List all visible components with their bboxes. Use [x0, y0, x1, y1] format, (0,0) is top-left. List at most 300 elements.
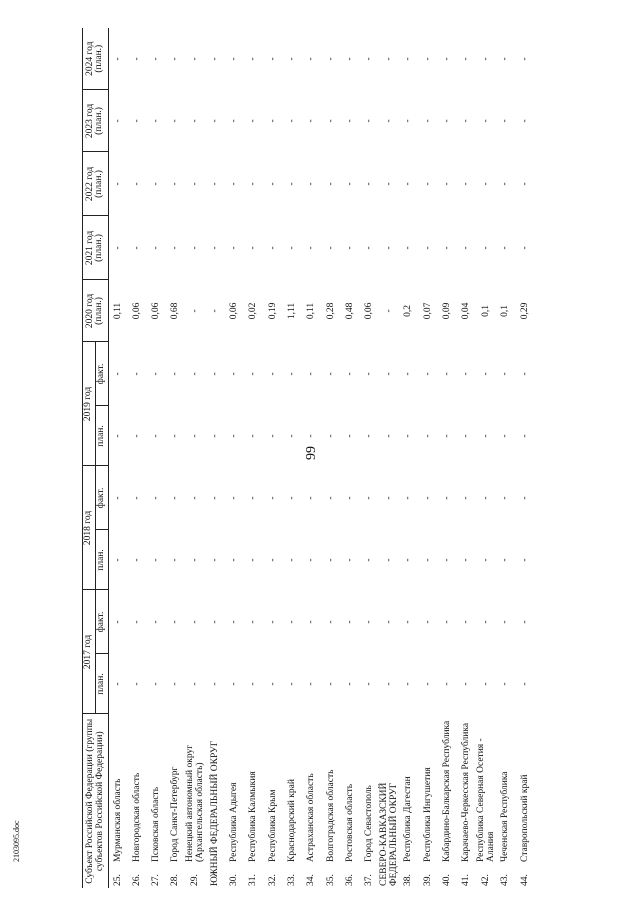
value-cell: -: [248, 372, 259, 376]
value-cell: -: [441, 182, 452, 186]
value-cell: -: [229, 434, 240, 438]
value-cell: -: [229, 119, 240, 123]
value-cell: -: [306, 496, 317, 500]
value-cell: -: [151, 182, 162, 186]
value-cell: -: [151, 434, 162, 438]
value-cell: -: [344, 246, 355, 250]
subject-name: Волгоградская область: [325, 769, 336, 862]
table-row: [322, 28, 341, 888]
year-2021-header: 2021 год (план.): [83, 216, 109, 280]
value-cell: -: [112, 57, 123, 61]
value-cell: -: [267, 119, 278, 123]
table-row: [477, 28, 497, 888]
value-cell: -: [229, 682, 240, 686]
value-cell: -: [267, 246, 278, 250]
value-cell: -: [170, 620, 181, 624]
value-cell: -: [344, 620, 355, 624]
plan-2019-header: план.: [95, 406, 108, 466]
group-name: ЮЖНЫЙ ФЕДЕРАЛЬНЫЙ ОКРУГ: [209, 740, 220, 886]
value-cell: -: [500, 558, 511, 562]
value-cell: -: [131, 558, 142, 562]
table-row: [283, 28, 302, 888]
value-cell: -: [461, 682, 472, 686]
table-row: [128, 28, 147, 888]
plan-2017-header: план.: [95, 654, 108, 714]
value-cell: -: [403, 246, 414, 250]
row-number: 36.: [344, 874, 355, 886]
subject-name: Чеченская Республика: [500, 771, 511, 862]
value-cell: -: [325, 434, 336, 438]
value-cell: -: [500, 682, 511, 686]
value-cell: -: [364, 182, 375, 186]
row-number: 34.: [306, 874, 317, 886]
value-cell: -: [267, 182, 278, 186]
value-cell: -: [151, 372, 162, 376]
value-cell: -: [480, 246, 491, 250]
value-cell: -: [229, 496, 240, 500]
value-cell: -: [500, 246, 511, 250]
value-cell: -: [403, 372, 414, 376]
value-cell: -: [422, 496, 433, 500]
subject-name: Республика Дагестан: [403, 776, 414, 862]
value-cell: -: [519, 57, 530, 61]
year-2017-header: 2017 год: [83, 590, 96, 714]
value-cell: -: [248, 682, 259, 686]
table-row: [497, 28, 516, 888]
value-cell: -: [441, 620, 452, 624]
value-cell: -: [112, 372, 123, 376]
value-cell: -: [286, 119, 297, 123]
value-cell: -: [500, 496, 511, 500]
value-cell: -: [131, 372, 142, 376]
table-row: [360, 28, 379, 888]
value-cell: -: [306, 119, 317, 123]
value-cell: -: [267, 496, 278, 500]
value-cell: -: [500, 620, 511, 624]
value-cell: -: [325, 246, 336, 250]
value-cell: -: [344, 682, 355, 686]
value-cell: -: [209, 246, 220, 250]
subject-name: Республика Крым: [267, 789, 278, 862]
table-row: [264, 28, 283, 888]
row-number: 25.: [112, 874, 123, 886]
group-row: [206, 28, 225, 888]
value-cell: -: [170, 682, 181, 686]
value-cell: -: [286, 682, 297, 686]
value-cell: -: [422, 246, 433, 250]
value-cell: -: [229, 558, 240, 562]
value-cell: -: [500, 119, 511, 123]
value-cell: -: [383, 558, 394, 562]
value-cell: -: [441, 496, 452, 500]
value-cell: -: [248, 558, 259, 562]
value-cell: -: [519, 496, 530, 500]
value-cell: -: [325, 57, 336, 61]
value-cell: -: [480, 682, 491, 686]
data-table: [82, 28, 535, 888]
table-row: [341, 28, 360, 888]
value-cell: -: [461, 57, 472, 61]
year-2023-header: 2023 год (план.): [83, 90, 109, 152]
value-cell: -: [461, 496, 472, 500]
value-cell: -: [325, 682, 336, 686]
value-cell: -: [461, 558, 472, 562]
value-cell: -: [480, 119, 491, 123]
value-cell: -: [209, 119, 220, 123]
value-cell: -: [422, 119, 433, 123]
value-cell: -: [480, 558, 491, 562]
value-cell: -: [190, 496, 201, 500]
value-cell: -: [344, 372, 355, 376]
value-cell: -: [131, 119, 142, 123]
value-cell: -: [131, 682, 142, 686]
value-cell: -: [112, 620, 123, 624]
value-cell: -: [364, 246, 375, 250]
value-cell: -: [248, 246, 259, 250]
value-cell: -: [403, 182, 414, 186]
value-cell: -: [344, 182, 355, 186]
value-cell: 0,1: [500, 305, 511, 317]
value-cell: -: [306, 57, 317, 61]
value-cell: -: [229, 372, 240, 376]
table-row: [438, 28, 457, 888]
value-cell: -: [461, 246, 472, 250]
value-cell: -: [190, 682, 201, 686]
value-cell: -: [364, 57, 375, 61]
value-cell: -: [403, 558, 414, 562]
value-cell: -: [306, 620, 317, 624]
value-cell: -: [131, 620, 142, 624]
table-body: [108, 28, 535, 888]
value-cell: -: [209, 558, 220, 562]
value-cell: -: [461, 620, 472, 624]
value-cell: -: [441, 57, 452, 61]
value-cell: 1,11: [286, 302, 297, 320]
value-cell: -: [170, 372, 181, 376]
subject-name: Город Севастополь: [364, 785, 375, 862]
subject-name: Республика Ингушетия: [422, 767, 433, 862]
subject-name: Ставропольский край: [519, 774, 530, 862]
value-cell: -: [500, 57, 511, 61]
value-cell: -: [248, 182, 259, 186]
value-cell: -: [500, 434, 511, 438]
value-cell: -: [325, 182, 336, 186]
value-cell: 0,09: [441, 302, 452, 320]
value-cell: 0,19: [267, 302, 278, 320]
value-cell: -: [306, 182, 317, 186]
value-cell: -: [383, 57, 394, 61]
value-cell: -: [190, 57, 201, 61]
value-cell: -: [519, 558, 530, 562]
subject-name: Ростовская область: [344, 783, 355, 862]
value-cell: -: [112, 682, 123, 686]
value-cell: -: [170, 246, 181, 250]
year-2019-header: 2019 год: [83, 342, 96, 466]
subject-name: Республика Адыгея: [229, 782, 240, 862]
value-cell: -: [383, 434, 394, 438]
subject-name: Псковская область: [151, 786, 162, 862]
value-cell: -: [286, 496, 297, 500]
value-cell: 0,06: [229, 302, 240, 320]
value-cell: -: [441, 119, 452, 123]
value-cell: -: [131, 57, 142, 61]
value-cell: -: [500, 372, 511, 376]
value-cell: -: [383, 372, 394, 376]
subject-name: Республика Калмыкия: [248, 771, 259, 862]
value-cell: 0,1: [480, 305, 491, 317]
value-cell: 0,02: [248, 302, 259, 320]
value-cell: -: [151, 496, 162, 500]
value-cell: -: [131, 182, 142, 186]
group-row: [380, 28, 400, 888]
value-cell: -: [480, 434, 491, 438]
year-2020-header: 2020 год (план.): [83, 280, 109, 342]
value-cell: -: [403, 119, 414, 123]
value-cell: -: [441, 558, 452, 562]
value-cell: -: [422, 620, 433, 624]
value-cell: -: [209, 496, 220, 500]
value-cell: -: [383, 620, 394, 624]
value-cell: -: [364, 558, 375, 562]
value-cell: -: [112, 119, 123, 123]
value-cell: -: [267, 682, 278, 686]
year-2022-header: 2022 год (план.): [83, 152, 109, 216]
value-cell: -: [383, 496, 394, 500]
value-cell: -: [286, 434, 297, 438]
value-cell: -: [364, 372, 375, 376]
value-cell: -: [344, 57, 355, 61]
value-cell: -: [403, 496, 414, 500]
value-cell: -: [131, 496, 142, 500]
subject-name: Республика Северная Осетия - Алания: [475, 738, 496, 862]
value-cell: -: [170, 57, 181, 61]
row-number: 33.: [286, 874, 297, 886]
row-number: 44.: [519, 874, 530, 886]
table-row: [148, 28, 167, 888]
value-cell: -: [229, 246, 240, 250]
value-cell: -: [267, 558, 278, 562]
value-cell: -: [480, 182, 491, 186]
value-cell: -: [441, 372, 452, 376]
value-cell: -: [383, 309, 394, 313]
row-number: 32.: [267, 874, 278, 886]
value-cell: -: [422, 558, 433, 562]
row-number: 39.: [422, 874, 433, 886]
value-cell: -: [267, 57, 278, 61]
table-row: [303, 28, 322, 888]
value-cell: -: [383, 182, 394, 186]
value-cell: -: [151, 558, 162, 562]
value-cell: -: [461, 119, 472, 123]
row-number: 31.: [248, 874, 259, 886]
table-row: [225, 28, 244, 888]
subject-name: Новгородская область: [131, 772, 142, 862]
value-cell: -: [325, 620, 336, 624]
value-cell: -: [209, 182, 220, 186]
value-cell: -: [306, 434, 317, 438]
value-cell: -: [286, 57, 297, 61]
value-cell: -: [383, 246, 394, 250]
value-cell: -: [170, 434, 181, 438]
value-cell: -: [403, 620, 414, 624]
value-cell: -: [229, 57, 240, 61]
plan-2018-header: план.: [95, 530, 108, 590]
value-cell: -: [306, 372, 317, 376]
value-cell: -: [112, 558, 123, 562]
year-2018-header: 2018 год: [83, 466, 96, 590]
value-cell: -: [112, 434, 123, 438]
value-cell: -: [151, 57, 162, 61]
value-cell: -: [286, 246, 297, 250]
subject-header: Субъект Российской Федерации (группы субъектов Российской Федерации): [83, 714, 109, 888]
value-cell: -: [209, 309, 220, 313]
value-cell: -: [519, 682, 530, 686]
value-cell: -: [190, 558, 201, 562]
value-cell: -: [344, 558, 355, 562]
table-row: [516, 28, 535, 888]
value-cell: -: [461, 182, 472, 186]
value-cell: -: [248, 434, 259, 438]
value-cell: -: [112, 182, 123, 186]
value-cell: -: [112, 496, 123, 500]
value-cell: -: [441, 682, 452, 686]
value-cell: -: [170, 496, 181, 500]
value-cell: 0,48: [344, 302, 355, 320]
value-cell: 0,28: [325, 302, 336, 320]
value-cell: -: [209, 57, 220, 61]
subject-name: Краснодарский край: [286, 779, 297, 862]
table-row: [108, 28, 128, 888]
value-cell: -: [344, 119, 355, 123]
row-number: 26.: [131, 874, 142, 886]
row-number: 37.: [364, 874, 375, 886]
value-cell: -: [364, 682, 375, 686]
value-cell: -: [422, 57, 433, 61]
value-cell: -: [383, 119, 394, 123]
value-cell: 0,07: [422, 302, 433, 320]
fact-2017-header: факт.: [95, 590, 108, 654]
value-cell: -: [190, 372, 201, 376]
footer-doc-name: 2103095.doc: [12, 820, 21, 862]
value-cell: -: [286, 372, 297, 376]
value-cell: -: [519, 434, 530, 438]
value-cell: -: [422, 434, 433, 438]
subject-name: Кабардино-Балкарская Республика: [441, 720, 452, 862]
value-cell: -: [325, 496, 336, 500]
value-cell: 0,68: [170, 302, 181, 320]
value-cell: -: [267, 620, 278, 624]
value-cell: -: [190, 620, 201, 624]
value-cell: -: [229, 182, 240, 186]
value-cell: -: [267, 372, 278, 376]
value-cell: -: [403, 434, 414, 438]
value-cell: -: [422, 372, 433, 376]
subject-name: Карачаево-Черкесская Республика: [461, 722, 472, 862]
value-cell: -: [151, 620, 162, 624]
value-cell: -: [248, 119, 259, 123]
value-cell: 0,06: [364, 302, 375, 320]
group-name: СЕВЕРО-КАВКАЗСКИЙ ФЕДЕРАЛЬНЫЙ ОКРУГ: [378, 782, 399, 886]
subject-name: Мурманская область: [112, 778, 123, 862]
value-cell: -: [170, 182, 181, 186]
value-cell: -: [344, 496, 355, 500]
row-number: 30.: [229, 874, 240, 886]
value-cell: -: [112, 246, 123, 250]
value-cell: -: [306, 558, 317, 562]
table-row: [245, 28, 264, 888]
value-cell: -: [209, 434, 220, 438]
value-cell: -: [325, 558, 336, 562]
value-cell: -: [519, 119, 530, 123]
value-cell: -: [480, 496, 491, 500]
value-cell: -: [248, 620, 259, 624]
value-cell: -: [209, 620, 220, 624]
value-cell: -: [248, 57, 259, 61]
value-cell: -: [190, 246, 201, 250]
rotated-table-container: [82, 28, 630, 888]
value-cell: -: [480, 372, 491, 376]
subject-name: Астраханская область: [306, 773, 317, 862]
table-row: [167, 28, 186, 888]
value-cell: -: [519, 620, 530, 624]
value-cell: -: [267, 434, 278, 438]
table-row: [400, 28, 419, 888]
subject-name: Город Санкт-Петербург: [170, 766, 181, 862]
row-number: 38.: [403, 874, 414, 886]
subject-name: Ненецкий автономный округ (Архангельская область): [185, 744, 206, 862]
value-cell: 0,06: [131, 302, 142, 320]
table-row: [419, 28, 438, 888]
value-cell: -: [364, 434, 375, 438]
value-cell: -: [383, 682, 394, 686]
row-number: 41.: [461, 874, 472, 886]
value-cell: -: [286, 182, 297, 186]
row-number: 42.: [480, 874, 491, 886]
value-cell: -: [325, 372, 336, 376]
value-cell: -: [325, 119, 336, 123]
value-cell: -: [403, 57, 414, 61]
year-2024-header: 2024 год (план.): [83, 28, 109, 90]
value-cell: -: [364, 496, 375, 500]
value-cell: -: [131, 434, 142, 438]
value-cell: -: [131, 246, 142, 250]
value-cell: -: [209, 682, 220, 686]
value-cell: -: [151, 119, 162, 123]
value-cell: -: [364, 119, 375, 123]
value-cell: -: [500, 182, 511, 186]
fact-2019-header: факт.: [95, 342, 108, 406]
value-cell: 0,06: [151, 302, 162, 320]
table-row: [458, 28, 477, 888]
value-cell: 0,04: [461, 302, 472, 320]
value-cell: -: [461, 434, 472, 438]
value-cell: -: [480, 620, 491, 624]
value-cell: -: [306, 246, 317, 250]
value-cell: -: [190, 309, 201, 313]
value-cell: -: [190, 182, 201, 186]
value-cell: -: [480, 57, 491, 61]
value-cell: -: [190, 434, 201, 438]
table-row: [186, 28, 206, 888]
value-cell: -: [306, 682, 317, 686]
row-number: 40.: [441, 874, 452, 886]
value-cell: -: [170, 558, 181, 562]
value-cell: -: [422, 682, 433, 686]
value-cell: -: [344, 434, 355, 438]
value-cell: -: [403, 682, 414, 686]
value-cell: -: [519, 372, 530, 376]
value-cell: -: [519, 182, 530, 186]
